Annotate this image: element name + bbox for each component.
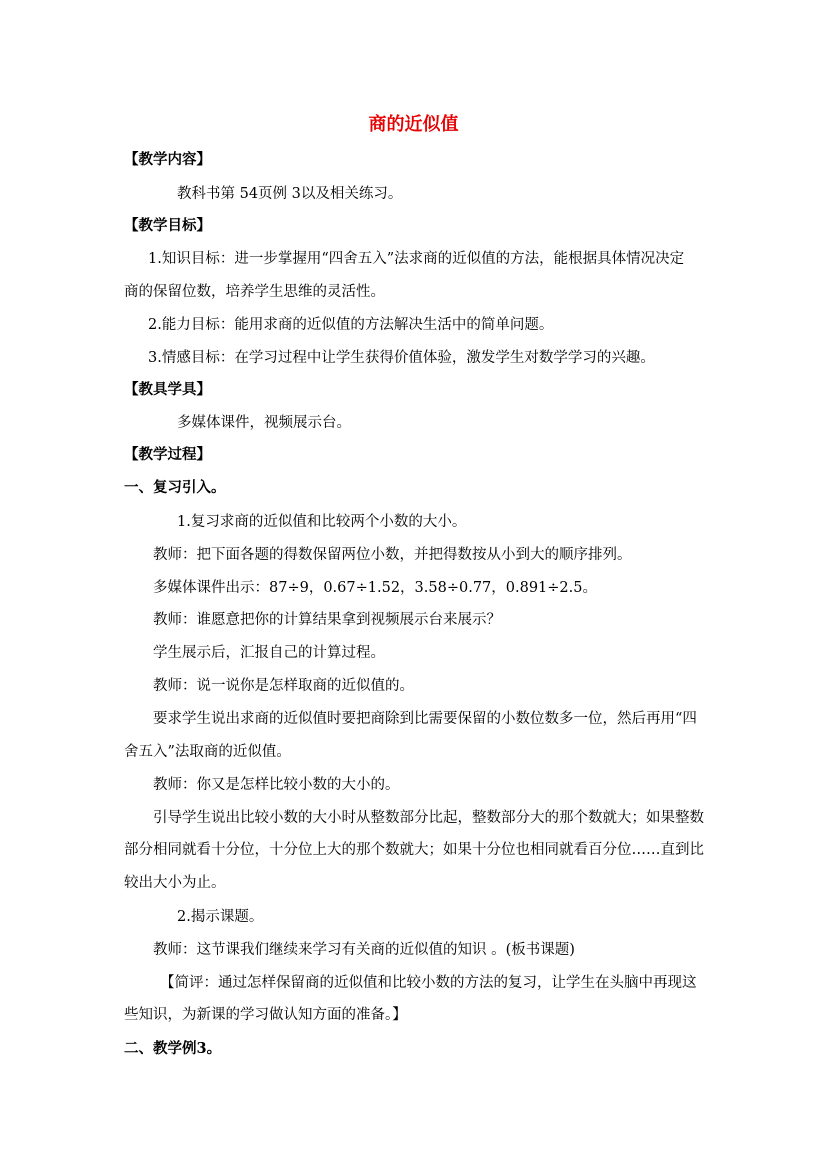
document-title: 商的近似值 [368,114,459,135]
content-heading: 【教学内容】 [124,151,211,168]
paragraph-3: 多媒体课件出示：87÷9，0.67÷1.52，3.58÷0.77，0.891÷2.5。 [153,580,597,596]
paragraph-9-line2: 部分相同就看十分位，十分位上大的那个数就大；如果十分位也相同就看百分位……直到比 [124,842,704,858]
goal-2: 2.能力目标：能用求商的近似值的方法解决生活中的简单问题。 [148,317,554,333]
tools-heading: 【教具学具】 [124,381,211,398]
paragraph-9-line1: 引导学生说出比较小数的大小时从整数部分比起，整数部分大的那个数就大；如果整数 [153,810,704,826]
goal-1-line2: 商的保留位数，培养学生思维的灵活性。 [124,284,385,300]
paragraph-7-line2: 舍五入”法取商的近似值。 [124,744,291,760]
part1-heading: 一、复习引入。 [124,479,226,496]
paragraph-12-line2: 些知识，为新课的学习做认知方面的准备。】 [124,1007,407,1023]
tools-text: 多媒体课件，视频展示台。 [177,415,351,431]
paragraph-5: 学生展示后，汇报自己的计算过程。 [153,645,385,661]
paragraph-4: 教师：谁愿意把你的计算结果拿到视频展示台来展示？ [153,612,501,628]
paragraph-2: 教师：把下面各题的得数保留两位小数，并把得数按从小到大的顺序排列。 [153,547,632,563]
paragraph-6: 教师：说一说你是怎样取商的近似值的。 [153,678,414,694]
goal-1-line1: 1.知识目标：进一步掌握用“四舍五入”法求商的近似值的方法，能根据具体情况决定 [148,251,685,267]
content-text: 教科书第 54页例 3以及相关练习。 [177,186,403,202]
paragraph-1: 1.复习求商的近似值和比较两个小数的大小。 [177,514,467,530]
paragraph-12-line1: 【简评：通过怎样保留商的近似值和比较小数的方法的复习，让学生在头脑中再现这 [160,975,697,991]
paragraph-7-line1: 要求学生说出求商的近似值时要把商除到比需要保留的小数位数多一位，然后再用“四 [153,711,697,727]
process-heading: 【教学过程】 [124,446,211,463]
paragraph-9-line3: 较出大小为止。 [124,875,226,891]
paragraph-11: 教师：这节课我们继续来学习有关商的近似值的知识 。(板书课题) [153,942,575,958]
part2-heading: 二、教学例3。 [124,1040,222,1057]
goals-heading: 【教学目标】 [124,217,211,234]
paragraph-10: 2.揭示课题。 [177,909,264,925]
paragraph-8: 教师：你又是怎样比较小数的大小的。 [153,777,400,793]
goal-3: 3.情感目标：在学习过程中让学生获得价值体验，激发学生对数学学习的兴趣。 [148,350,655,366]
